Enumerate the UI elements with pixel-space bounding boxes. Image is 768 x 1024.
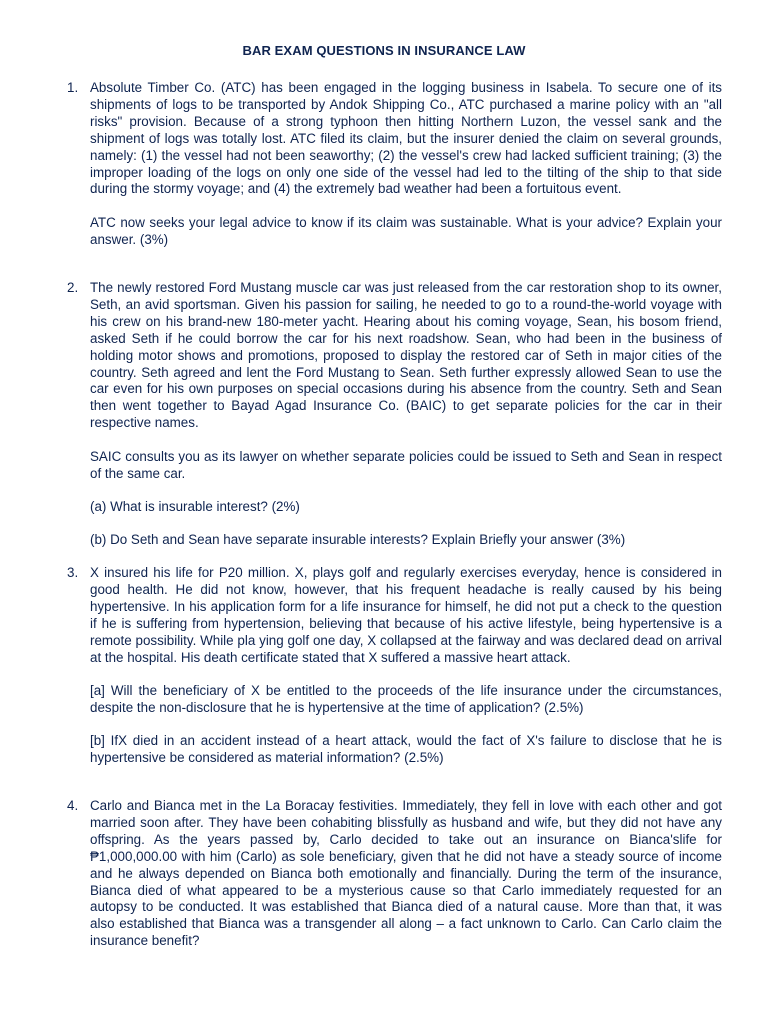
question-body [90, 280, 722, 549]
question-body [90, 80, 722, 249]
question-paragraph: SAIC consults you as its lawyer on whether separate policies could be issued to Seth and Sean in respect of the same car. [90, 448, 722, 481]
sub-question: [a] Will the beneficiary of X be entitled to the proceeds of the life insurance under the circumstances, despite the non-disclosure that he is hypertensive at the time of application? (2.5%) [90, 682, 722, 715]
question-4 [67, 798, 729, 950]
question-paragraph: Carlo and Bianca met in the La Boracay festivities. Immediately, they fell in love with each other and got married soon after. They have been cohabiting blissfully as husband and wife, but they did not have any offspring. As the years passed by, Carlo decided to take out an insurance on Bianca'slife for ₱1,000,000.00 with him (Carlo) as sole beneficiary, given that he did not have a steady source of income and he always depended on Bianca both emotionally and financially. During the term of the insurance, Bianca died of what appeared to be a mysterious cause so that Carlo immediately requested for an autopsy to be conducted. It was established that Bianca died of a natural cause. More than that, it was also established that Bianca was a transgender all along – a fact unknown to Carlo. Can Carlo claim the insurance benefit? [90, 798, 722, 949]
question-number: 3. [67, 565, 79, 580]
question-body [90, 565, 722, 767]
question-body [90, 798, 722, 950]
question-paragraph: ATC now seeks your legal advice to know if its claim was sustainable. What is your advice? Explain your answer. (3%) [90, 214, 722, 247]
question-number: 1. [67, 80, 79, 95]
question-2 [67, 280, 729, 549]
sub-question: (b) Do Seth and Sean have separate insurable interests? Explain Briefly your answer (3%) [90, 532, 626, 548]
question-paragraph: X insured his life for P20 million. X, plays golf and regularly exercises everyday, hence is considered in good health. He did not know, however, that his frequent headache is really caused by his being hypertensive. In his application form for a life insurance for himself, he did not put a check to the question if he is suffering from hypertension, believing that because of his active lifestyle, being hypertensive is a remote possibility. While pla ying golf one day, X collapsed at the fairway and was declared dead on arrival at the hospital. His death certificate stated that X suffered a massive heart attack. [90, 565, 722, 665]
question-paragraph: Absolute Timber Co. (ATC) has been engaged in the logging business in Isabela. To secure one of its shipments of logs to be transported by Andok Shipping Co., ATC purchased a marine policy with an "all risks" provision. Because of a strong typhoon then hitting Northern Luzon, the vessel sank and the shipment of logs was totally lost. ATC filed its claim, but the insurer denied the claim on several grounds, namely: (1) the vessel had not been seaworthy; (2) the vessel's crew had lacked sufficient training; (3) the improper loading of the logs on only one side of the vessel had led to the tilting of the ship to that side during the stormy voyage; and (4) the extremely bad weather had been a fortuitous event. [90, 80, 722, 197]
page-title: BAR EXAM QUESTIONS IN INSURANCE LAW [242, 43, 526, 58]
sub-question: (a) What is insurable interest? (2%) [90, 498, 300, 514]
question-3 [67, 565, 729, 767]
sub-question: [b] IfX died in an accident instead of a heart attack, would the fact of X's failure to disclose that he is hypertensive be considered as material information? (2.5%) [90, 733, 722, 766]
question-number: 4. [67, 798, 79, 813]
question-paragraph: The newly restored Ford Mustang muscle car was just released from the car restoration shop to its owner, Seth, an avid sportsman. Given his passion for sailing, he needed to go to a round-the-world voyage with his crew on his brand-new 180-meter yacht. Hearing about his coming voyage, Sean, his bosom friend, asked Seth if he could borrow the car for his next roadshow. Sean, who had been in the business of holding motor shows and promotions, proposed to display the restored car of Seth in major cities of the country. Seth agreed and lent the Ford Mustang to Sean. Seth further expressly allowed Sean to use the car even for his own purposes on special occasions during his absence from the country. Seth and Sean then went together to Bayad Agad Insurance Co. (BAIC) to get separate policies for the car in their respective names. [90, 280, 722, 431]
question-1 [67, 80, 729, 249]
question-number: 2. [67, 280, 79, 295]
